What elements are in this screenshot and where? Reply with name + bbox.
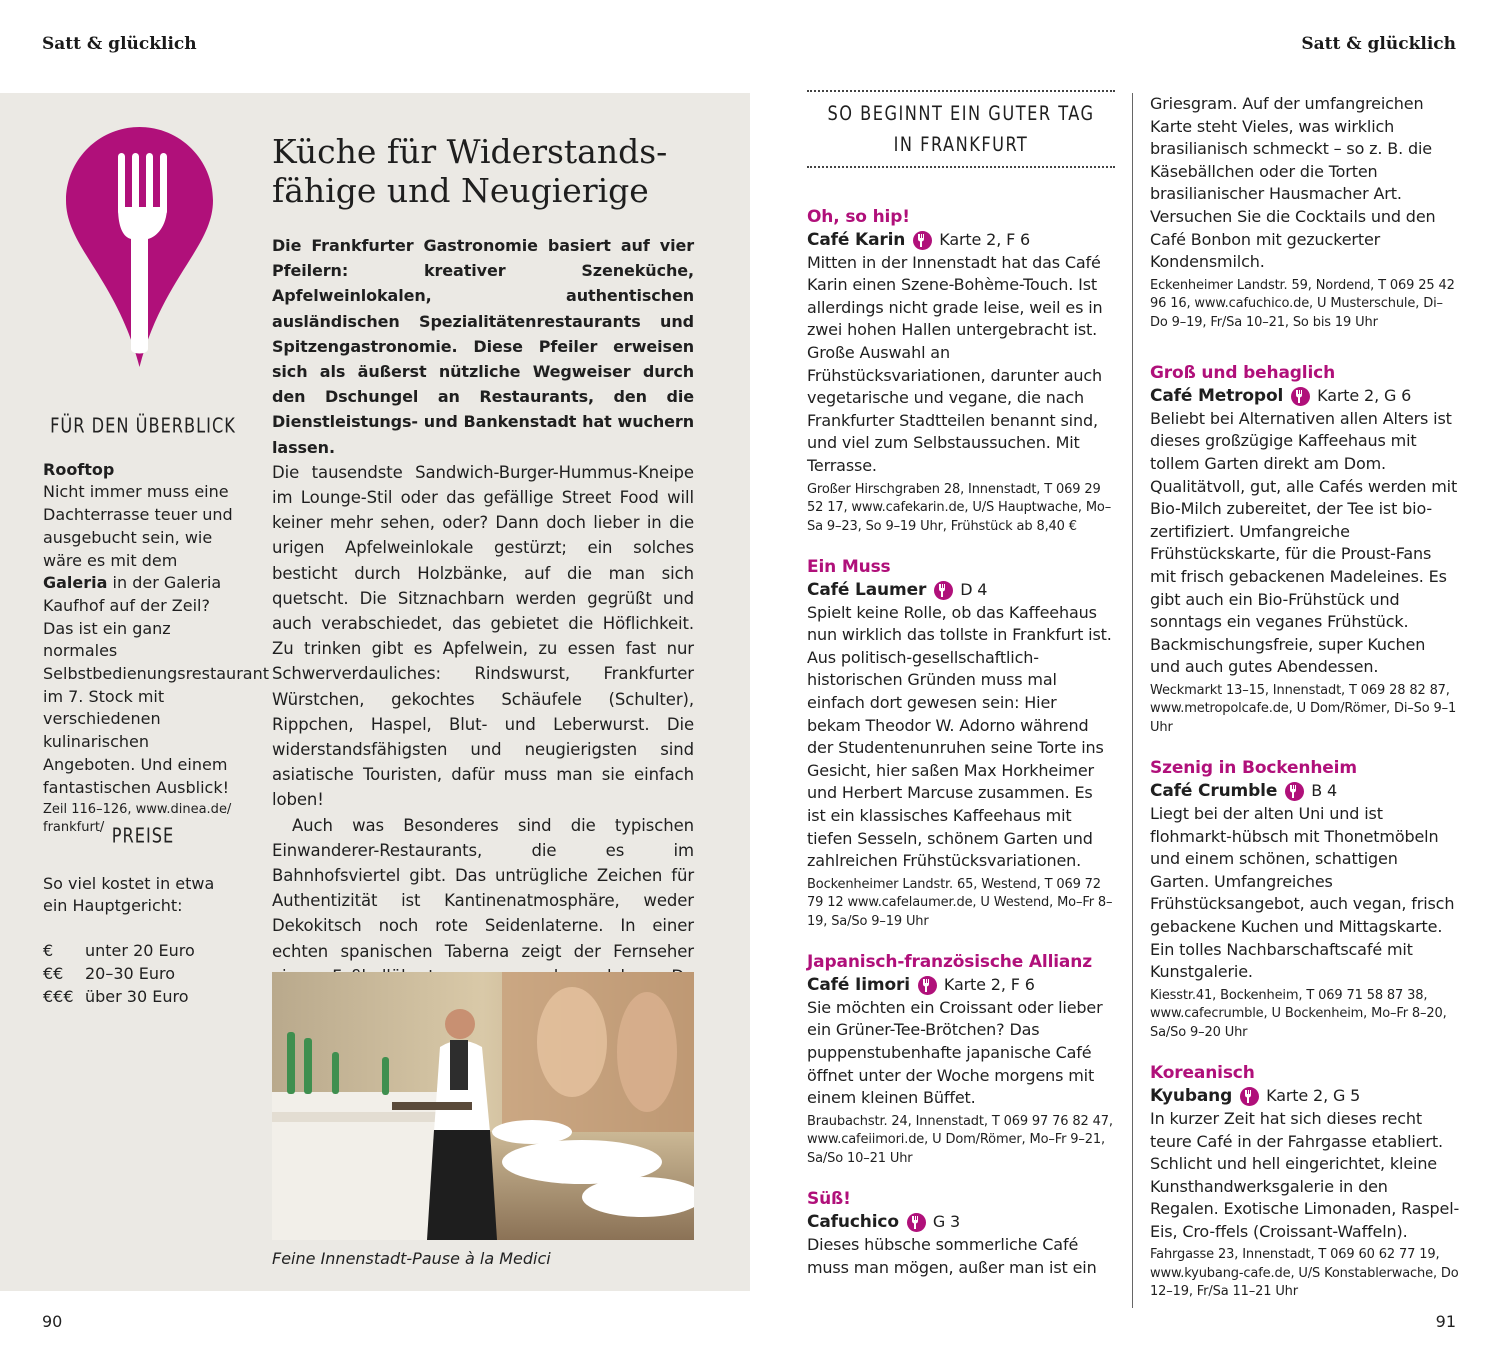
fork-icon (918, 976, 937, 995)
entry-map-ref: Karte 2, G 6 (1317, 386, 1412, 406)
prices-heading: PREISE (111, 824, 175, 849)
entry-address: Braubachstr. 24, Innenstadt, T 069 97 76 82 47, www.cafeiimori.de, U Dom/Römer, Mo–Fr 9–21, Sa/So 10–21 Uhr (807, 1113, 1113, 1166)
fork-pin-icon (66, 127, 213, 367)
entry-text: Dieses hübsche sommerliche Café muss man mögen, außer man ist ein (807, 1234, 1097, 1277)
column-divider (1132, 93, 1133, 1308)
entry-address: Weckmarkt 13–15, Innenstadt, T 069 28 82 87, www.metropolcafe.de, U Dom/Römer, Di–So 9–1 Uhr (1150, 682, 1457, 735)
fork-icon (1291, 387, 1310, 406)
page-number-left: 90 (42, 1312, 63, 1331)
article-lead: Die Frankfurter Gastronomie basiert auf vier Pfeilern: kreativer Szeneküche, Apfelweinlokalen, authentischen ausländischen Spezialitätenrestaurants und Spitzengastronomie. Diese Pfeiler erweisen sich als äußerst nützliche Wegweiser durch den Dschungel an Restaurants, den die Dienstleistungs- und Bankenstadt hat wuchern lassen. (272, 236, 694, 457)
entry-heading: Japanisch-französische Allianz (807, 952, 1092, 973)
page-number-right: 91 (1435, 1312, 1456, 1331)
entry-heading: Koreanisch (1150, 1063, 1255, 1084)
entry-name: Cafuchico (807, 1212, 899, 1233)
entry-heading: Szenig in Bockenheim (1150, 758, 1357, 779)
article-body-1: Die tausendste Sandwich-Burger-Hummus-Kneipe im Lounge-Stil oder das gefällige Street Food will keiner mehr sehen, oder? Dann doch lieber in die urigen Apfelweinlokale gestürzt; ein solches besticht durch Holzbänke, auf die man sich quetscht. Die Sitznachbarn werden gegrüßt und auch verabschiedet, das gebietet die Höflichkeit. Zu trinken gibt es Apfelwein, zu essen fast nur Schwerverdauliches: Rindswurst, Frankfurter Würstchen, gekochtes Schäufele (Schulter), Rippchen, Haspel, Blut- und Leberwurst. Die widerstandsfähigsten und neugierigsten sind asiatische Touristen, dafür muss man sie einfach loben! (272, 462, 694, 810)
cafe-entry (1150, 1062, 1460, 1302)
cafe-entry (1150, 362, 1460, 737)
entry-name-row (807, 229, 1115, 252)
running-head-left: Satt & glücklich (42, 34, 197, 54)
running-head-right: Satt & glücklich (1301, 34, 1456, 54)
entry-map-ref: B 4 (1311, 781, 1337, 801)
cafe-entry (1150, 757, 1460, 1042)
entry-map-ref: D 4 (960, 580, 988, 600)
article-title (272, 132, 694, 210)
entry-heading: Groß und behaglich (1150, 363, 1336, 384)
cafe-column-middle (807, 90, 1115, 1299)
fork-icon (913, 231, 932, 250)
fork-icon (907, 1213, 926, 1232)
cafe-entry (807, 556, 1115, 931)
entry-heading: Süß! (807, 1189, 851, 1210)
entry-address: Großer Hirschgraben 28, Innenstadt, T 069 29 52 17, www.cafekarin.de, U/S Hauptwache, Mo–Sa 9–23, So 9–19 Uhr, Frühstück ab 8,40 € (807, 481, 1112, 534)
price-label: unter 20 Euro (85, 941, 195, 961)
entry-address: Fahrgasse 23, Innenstadt, T 069 60 62 77 19, www.kyubang-cafe.de, U/S Konstablerwache, Do 12–19, Fr/Sa 11–21 Uhr (1150, 1247, 1459, 1300)
rooftop-text-after: in der Galeria Kaufhof auf der Zeil? Das ist ein ganz normales Selbstbedienungsrestaurant im 7. Stock mit verschiedenen kulinarischen Angeboten. Und einem fantastischen Ausblick! (43, 573, 269, 797)
entry-text: Liegt bei der alten Uni und ist flohmarkt-hübsch mit Thonetmöbeln und einem schönen, schattigen Garten. Umfangreiches Frühstücksangebot, auch vegan, frisch gebackene Kuchen und Mittagskarte. Ein tolles Nachbarschaftscafé mit Kunstgalerie. (1150, 804, 1455, 982)
entry-text: Griesgram. Auf der umfangreichen Karte steht Vieles, was wirklich brasilianisch schmeckt – so z. B. die Käsebällchen oder die Torten brasilianischer Hausmacher Art. Versuchen Sie die Cocktails und den Café Bonbon mit gezuckerter Kondensmilch. (1150, 94, 1436, 272)
entry-name-row (807, 974, 1115, 997)
entry-name: Kyubang (1150, 1086, 1233, 1107)
rooftop-text-before: Nicht immer muss eine Dachterrasse teuer und ausgebucht sein, wie wäre es mit dem (43, 482, 233, 570)
prices-intro: So viel kostet in etwa ein Hauptgericht: (43, 873, 215, 916)
entry-name: Café Iimori (807, 975, 910, 996)
entry-heading: Ein Muss (807, 557, 891, 578)
entry-address: Kiesstr.41, Bockenheim, T 069 71 58 87 38, www.cafecrumble, U Bockenheim, Mo–Fr 8–20, Sa/So 9–20 Uhr (1150, 987, 1447, 1040)
fork-icon (1240, 1087, 1259, 1106)
price-row (43, 940, 243, 963)
fork-icon (1285, 782, 1304, 801)
entry-map-ref: G 3 (932, 1212, 961, 1232)
entry-text: Spielt keine Rolle, ob das Kaffeehaus nun wirklich das tollste in Frankfurt ist. Aus politisch-gesellschaftlich-historischen Gründen muss mal einfach dort gewesen sein: Hier bekam Theodor W. Adorno während der Studentenunruhen seine Torte ins Gesicht, hier saßen Max Horkheimer und Herbert Marcuse zusammen. Es ist ein klassisches Kaffeehaus mit tiefen Sesseln, schönem Garten und zahlreichen Frühstücksvariationen. (807, 602, 1112, 871)
rooftop-text-bold: Galeria (43, 573, 108, 593)
restaurant-photo (272, 972, 694, 1240)
sidebar-overview (43, 414, 269, 837)
price-symbol: € (43, 941, 54, 961)
entry-address: Bockenheimer Landstr. 65, Westend, T 069 72 79 12 www.cafelaumer.de, U Westend, Mo–Fr 8–19, Sa/So 9–19 Uhr (807, 876, 1113, 929)
entry-heading: Oh, so hip! (807, 207, 910, 227)
entry-name: Café Crumble (1150, 781, 1278, 802)
cafe-entry (807, 1188, 1115, 1279)
entry-map-ref: Karte 2, F 6 (939, 230, 1031, 249)
entry-name: Café Laumer (807, 580, 927, 601)
entry-name: Café Metropol (1150, 386, 1284, 407)
entry-map-ref: Karte 2, G 5 (1266, 1086, 1361, 1106)
box-title-line1: SO BEGINNT EIN GUTER TAG (827, 102, 1095, 126)
price-label: 20–30 Euro (85, 963, 176, 983)
cafe-entry (807, 951, 1115, 1168)
rooftop-text (43, 481, 269, 799)
article-title-line1: Küche für Widerstands- (272, 132, 668, 171)
box-title (807, 88, 1115, 169)
entry-text: Mitten in der Innenstadt hat das Café Karin einen Szene-Bohème-Touch. Ist allerdings nicht grade leise, weil es in zwei hohen Hallen untergebracht ist. Große Auswahl an Frühstücksvariationen, darunter auch vegetarische und vegane, die nach Frankfurter Stadtteilen benannt sind, und viel zum Selbstaussuchen. Mit Terrasse. (807, 252, 1103, 475)
entry-name-row (807, 579, 1115, 602)
entry-name-row (1150, 1085, 1460, 1108)
entry-address: Eckenheimer Landstr. 59, Nordend, T 069 25 42 96 16, www.cafuchico.de, U Musterschule, Di–Do 9–19, Fr/Sa 10–21, So bis 19 Uhr (1150, 277, 1455, 330)
rooftop-title: Rooftop (43, 459, 115, 479)
box-title-line2: IN FRANKFURT (893, 133, 1029, 157)
entry-name-row (1150, 385, 1460, 408)
entry-name: Café Karin (807, 230, 906, 250)
entry-text: Sie möchten ein Croissant oder lieber ein Grüner-Tee-Brötchen? Das puppenstubenhafte japanische Café öffnet unter der Woche morgens mit einem kleinen Büffet. (807, 997, 1103, 1108)
cafe-column-right (1150, 93, 1460, 1322)
price-row (43, 963, 243, 986)
price-row (43, 986, 243, 1009)
article-title-line2: fähige und Neugierige (272, 171, 649, 210)
cafe-entry-continuation (1150, 93, 1460, 332)
entry-map-ref: Karte 2, F 6 (943, 975, 1035, 995)
entry-text: In kurzer Zeit hat sich dieses recht teure Café in der Fahrgasse etabliert. Schlicht und hell eingerichtet, kleine Kunsthandwerksgalerie in den Regalen. Exotische Limonaden, Raspel-Eis, Cro-ffels (Croissant-Waffeln). (1150, 1108, 1460, 1241)
sidebar-prices (43, 826, 243, 1008)
rooftop-address: Zeil 116–126, www.dinea.de/ frankfurt/ (43, 802, 232, 836)
photo-caption: Feine Innenstadt-Pause à la Medici (272, 1249, 551, 1268)
cafe-entry (807, 206, 1115, 536)
article-body-2: Auch was Besonderes sind die typischen Einwanderer-Restaurants, die es im Bahnhofsviertel gibt. Das untrügliche Zeichen für Authentizität ist Kantinenatmosphäre, weder Dekokitsch noch rote Seidenlaterne. In einer echten spanischen Taberna zeigt der Fernseher (272, 815, 694, 961)
price-symbol: €€€ (43, 986, 74, 1006)
main-article (272, 132, 694, 1040)
price-label: über 30 Euro (85, 986, 189, 1006)
entry-text: Beliebt bei Alternativen allen Alters ist dieses großzügige Kaffeehaus mit tollem Garten direkt am Dom. Qualitätvoll, gut, alle Cafés werden mit Bio-Milch zubereitet, der Tee ist bio-zertifiziert. Umfangreiche Frühstückskarte, für die Proust-Fans mit frisch gebackenen Madeleines. Es gibt auch ein Bio-Frühstück und sonntags ein veganes Frühstück. Backmischungsfreie, super Kuchen und auch gutes Abendessen. (1150, 408, 1458, 677)
fork-icon (934, 581, 953, 600)
overview-heading: FÜR DEN ÜBERBLICK (50, 414, 236, 439)
entry-name-row (807, 1211, 1115, 1234)
entry-name-row (1150, 780, 1460, 803)
price-symbol: €€ (43, 963, 64, 983)
